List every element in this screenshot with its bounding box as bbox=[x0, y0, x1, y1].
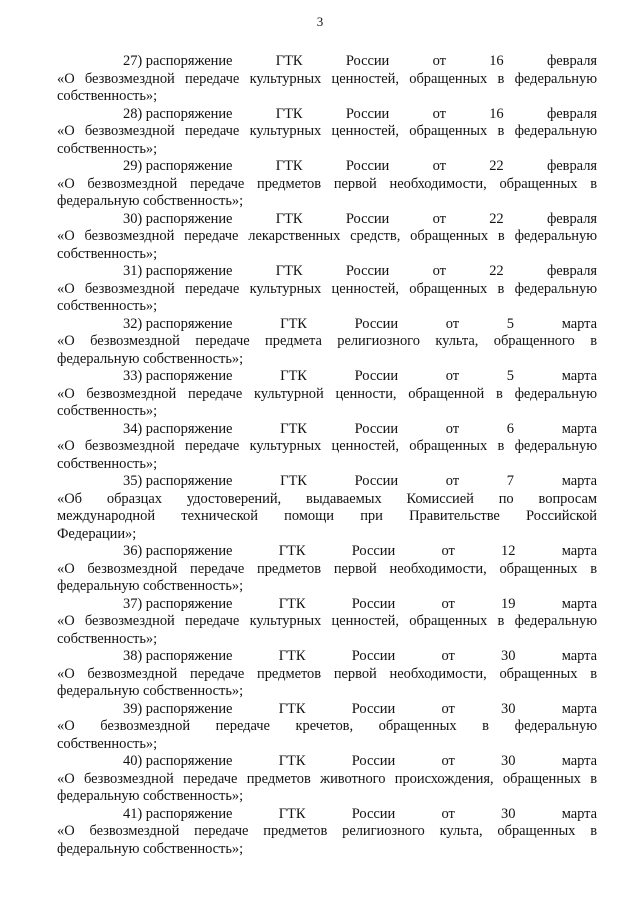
list-item bbox=[57, 368, 597, 421]
line-segment: 30 bbox=[501, 648, 516, 664]
document-line: собственность»; bbox=[57, 88, 158, 104]
list-item bbox=[57, 106, 597, 159]
document-line bbox=[57, 648, 597, 666]
line-segment: России bbox=[345, 210, 390, 227]
document-line bbox=[57, 421, 597, 439]
document-line: «О безвозмездной передаче лекарственных средств, обращенных в федеральную bbox=[57, 228, 597, 244]
document-line: собственность»; bbox=[57, 630, 158, 647]
line-segment: 16 bbox=[489, 105, 504, 122]
document-line: «О безвозмездной передаче культурных ценностей, обращенных в федеральную bbox=[57, 280, 597, 297]
list-item bbox=[57, 596, 597, 649]
list-item bbox=[57, 473, 597, 543]
line-segment: России bbox=[351, 543, 396, 559]
line-segment: ГТК bbox=[280, 315, 307, 332]
line-segment: 22 bbox=[489, 158, 504, 174]
line-segment: 30) распоряжение bbox=[123, 210, 233, 227]
line-segment: России bbox=[354, 368, 399, 384]
line-segment: ГТК bbox=[275, 53, 303, 69]
document-line: «О безвозмездной передаче культурной ценности, обращенной в федеральную bbox=[57, 385, 597, 402]
document-line: федеральную собственность»; bbox=[57, 683, 244, 699]
list-item bbox=[57, 53, 597, 106]
document-line: «О безвозмездной передаче предметов первой необходимости, обращенных в bbox=[57, 175, 597, 192]
line-segment: февраля bbox=[546, 263, 597, 279]
line-segment: марта bbox=[561, 473, 597, 489]
list-item bbox=[57, 263, 597, 316]
line-segment: 19 bbox=[501, 595, 516, 612]
line-segment: марта bbox=[561, 543, 597, 559]
line-segment: 30 bbox=[501, 700, 516, 717]
line-segment: от bbox=[432, 53, 446, 69]
document-line bbox=[57, 806, 597, 824]
list-item bbox=[57, 158, 597, 211]
line-segment: 22 bbox=[489, 263, 504, 279]
document-line: федеральную собственность»; bbox=[57, 350, 244, 367]
line-segment: России bbox=[354, 473, 399, 489]
line-segment: марта bbox=[561, 700, 597, 717]
line-segment: 5 bbox=[506, 368, 514, 384]
line-segment: 33) распоряжение bbox=[123, 368, 233, 384]
line-segment: 22 bbox=[489, 210, 504, 227]
line-segment: России bbox=[345, 263, 390, 279]
line-segment: России bbox=[351, 805, 396, 822]
line-segment: 30 bbox=[501, 805, 516, 822]
document-line bbox=[57, 263, 597, 281]
list-item bbox=[57, 316, 597, 369]
document-line: собственность»; bbox=[57, 455, 158, 472]
document-line bbox=[57, 596, 597, 614]
line-segment: 28) распоряжение bbox=[123, 105, 233, 122]
document-line bbox=[57, 753, 597, 771]
line-segment: 29) распоряжение bbox=[123, 158, 233, 174]
line-segment: 35) распоряжение bbox=[123, 473, 233, 489]
line-segment: марта bbox=[561, 648, 597, 664]
line-segment: февраля bbox=[546, 210, 597, 227]
line-segment: России bbox=[345, 105, 390, 122]
line-segment: 37) распоряжение bbox=[123, 595, 233, 612]
line-segment: 38) распоряжение bbox=[123, 648, 233, 664]
line-segment: ГТК bbox=[280, 473, 307, 489]
line-segment: России bbox=[351, 753, 396, 769]
line-segment: ГТК bbox=[275, 210, 303, 227]
page-number: 3 bbox=[316, 14, 324, 29]
line-segment: России bbox=[351, 700, 396, 717]
line-segment: ГТК bbox=[278, 648, 306, 664]
line-segment: ГТК bbox=[278, 595, 306, 612]
list-item bbox=[57, 806, 597, 859]
document-line: «О безвозмездной передаче предметов первой необходимости, обращенных в bbox=[57, 665, 597, 682]
line-segment: 34) распоряжение bbox=[123, 420, 233, 437]
document-line: «О безвозмездной передаче культурных ценностей, обращенных в федеральную bbox=[57, 70, 597, 87]
line-segment: России bbox=[351, 595, 396, 612]
line-segment: февраля bbox=[546, 158, 597, 174]
line-segment: 39) распоряжение bbox=[123, 700, 233, 717]
line-segment: 27) распоряжение bbox=[123, 53, 233, 69]
list-item bbox=[57, 543, 597, 596]
document-line: федеральную собственность»; bbox=[57, 193, 244, 209]
line-segment: России bbox=[345, 53, 390, 69]
line-segment: ГТК bbox=[278, 700, 306, 717]
document-line: собственность»; bbox=[57, 140, 158, 157]
document-line: федеральную собственность»; bbox=[57, 578, 244, 594]
document-line: «О безвозмездной передаче кречетов, обращенных в федеральную bbox=[57, 718, 597, 734]
line-segment: марта bbox=[561, 753, 597, 769]
line-segment: России bbox=[351, 648, 396, 664]
line-segment: от bbox=[441, 648, 455, 664]
line-segment: ГТК bbox=[275, 263, 303, 279]
line-segment: 12 bbox=[501, 543, 516, 559]
line-segment: от bbox=[445, 315, 460, 332]
document-line: «О безвозмездной передаче предмета религиозного культа, обращенного в bbox=[57, 333, 597, 349]
document-line: собственность»; bbox=[57, 735, 158, 752]
line-segment: от bbox=[441, 595, 455, 612]
document-line bbox=[57, 106, 597, 124]
line-segment: февраля bbox=[546, 105, 597, 122]
line-segment: 16 bbox=[489, 53, 504, 69]
line-segment: ГТК bbox=[280, 368, 307, 384]
line-segment: России bbox=[354, 315, 399, 332]
document-line bbox=[57, 53, 597, 71]
line-segment: 31) распоряжение bbox=[123, 263, 233, 279]
line-segment: от bbox=[432, 210, 446, 227]
line-segment: от bbox=[432, 263, 446, 279]
document-line: «О безвозмездной передаче культурных ценностей, обращенных в федеральную bbox=[57, 123, 597, 139]
line-segment: 40) распоряжение bbox=[123, 753, 233, 769]
line-segment: ГТК bbox=[275, 158, 303, 174]
line-segment: ГТК bbox=[280, 420, 307, 437]
document-line bbox=[57, 316, 597, 334]
document-line: «О безвозмездной передаче предметов первой необходимости, обращенных в bbox=[57, 560, 597, 577]
document-line: «О безвозмездной передаче предметов религиозного культа, обращенных в bbox=[57, 823, 597, 839]
document-line: «О безвозмездной передаче культурных ценностей, обращенных в федеральную bbox=[57, 613, 597, 629]
document-line: «О безвозмездной передаче культурных ценностей, обращенных в федеральную bbox=[57, 438, 597, 454]
line-segment: 6 bbox=[506, 420, 514, 437]
line-segment: России bbox=[345, 158, 390, 174]
document-line: собственность»; bbox=[57, 245, 158, 262]
line-segment: 36) распоряжение bbox=[123, 543, 233, 559]
document-line: «О безвозмездной передаче предметов животного происхождения, обращенных в bbox=[57, 770, 597, 787]
document-line: Федерации»; bbox=[57, 525, 137, 542]
list-item bbox=[57, 648, 597, 701]
line-segment: 41) распоряжение bbox=[123, 805, 233, 822]
document-line: международной технической помощи при Правительстве Российской bbox=[57, 508, 597, 524]
line-segment: февраля bbox=[546, 53, 597, 69]
line-segment: от bbox=[445, 473, 460, 489]
document-line bbox=[57, 368, 597, 386]
line-segment: ГТК bbox=[278, 805, 306, 822]
document-line bbox=[57, 473, 597, 491]
line-segment: от bbox=[441, 700, 455, 717]
line-segment: 30 bbox=[501, 753, 516, 769]
line-segment: марта bbox=[561, 805, 597, 822]
line-segment: от bbox=[441, 753, 455, 769]
document-line bbox=[57, 211, 597, 229]
line-segment: от bbox=[432, 105, 446, 122]
line-segment: ГТК bbox=[275, 105, 303, 122]
list-item bbox=[57, 701, 597, 754]
line-segment: марта bbox=[561, 420, 597, 437]
document-line: собственность»; bbox=[57, 298, 158, 314]
line-segment: от bbox=[445, 420, 460, 437]
document-line: федеральную собственность»; bbox=[57, 788, 244, 804]
line-segment: России bbox=[354, 420, 399, 437]
line-segment: ГТК bbox=[278, 543, 306, 559]
list-item bbox=[57, 211, 597, 264]
line-segment: 32) распоряжение bbox=[123, 315, 233, 332]
line-segment: ГТК bbox=[278, 753, 306, 769]
list-item bbox=[57, 421, 597, 474]
line-segment: 7 bbox=[506, 473, 514, 489]
document-line: собственность»; bbox=[57, 403, 158, 419]
document-line bbox=[57, 158, 597, 176]
document-body bbox=[57, 53, 597, 858]
line-segment: марта bbox=[561, 368, 597, 384]
document-line bbox=[57, 543, 597, 561]
line-segment: от bbox=[445, 368, 460, 384]
document-line bbox=[57, 701, 597, 719]
document-line: «Об образцах удостоверений, выдаваемых Комиссией по вопросам bbox=[57, 490, 597, 507]
line-segment: марта bbox=[561, 595, 597, 612]
line-segment: от bbox=[441, 543, 455, 559]
document-line: федеральную собственность»; bbox=[57, 840, 244, 857]
line-segment: от bbox=[441, 805, 455, 822]
line-segment: от bbox=[432, 158, 446, 174]
line-segment: 5 bbox=[506, 315, 514, 332]
line-segment: марта bbox=[561, 315, 597, 332]
list-item bbox=[57, 753, 597, 806]
